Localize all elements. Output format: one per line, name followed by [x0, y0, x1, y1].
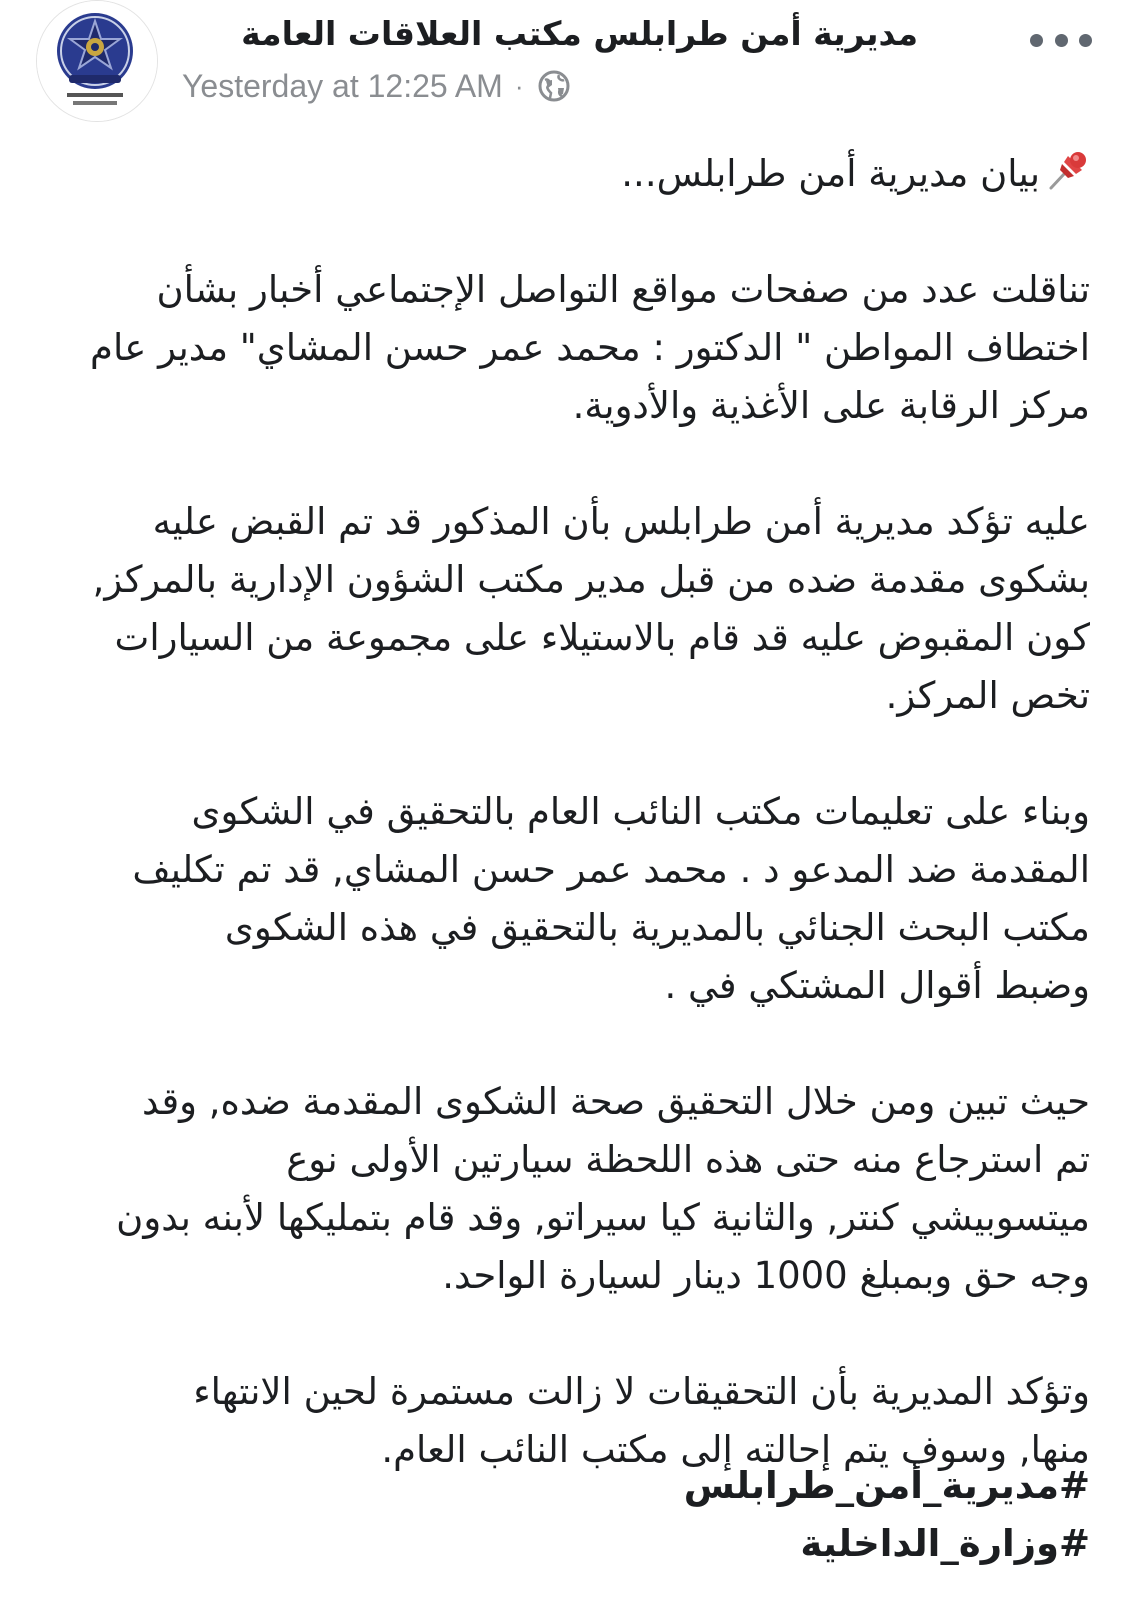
post-timestamp[interactable]: Yesterday at 12:25 AM	[182, 67, 503, 104]
hashtag-list	[30, 1457, 1090, 1573]
post-paragraph: تناقلت عدد من صفحات مواقع التواصل الإجتماعي أخبار بشأن اختطاف المواطن " الدكتور : محمد عمر حسن المشاي" مدير عام مركز الرقابة على الأغذية والأدوية.	[90, 268, 1090, 427]
more-dot	[1055, 34, 1068, 47]
globe-icon[interactable]	[537, 69, 571, 103]
meta-separator: ·	[514, 70, 524, 101]
post-text	[30, 145, 1090, 1537]
more-options-icon[interactable]	[1030, 20, 1092, 60]
post-paragraph: عليه تؤكد مديرية أمن طرابلس بأن المذكور قد تم القبض عليه بشكوى مقدمة ضده من قبل مدير مكتب الشؤون الإدارية بالمركز, كون المقبوض عليه قد قام بالاستيلاء على مجموعة من السيارات تخص المركز.	[92, 500, 1090, 717]
page-avatar[interactable]	[36, 0, 158, 122]
more-dot	[1079, 34, 1092, 47]
pushpin-icon	[1046, 148, 1090, 192]
post-title: بيان مديرية أمن طرابلس...	[621, 152, 1040, 195]
post-paragraph: وبناء على تعليمات مكتب النائب العام بالتحقيق في الشكوى المقدمة ضد المدعو د . محمد عمر حسن المشاي, قد تم تكليف مكتب البحث الجنائي بالمديرية بالتحقيق في هذه الشكوى وضبط أقوال المشتكي في .	[132, 790, 1090, 1007]
more-dot	[1030, 34, 1043, 47]
page-name[interactable]: مديرية أمن طرابلس مكتب العلاقات العامة	[241, 14, 918, 53]
post-meta	[182, 64, 571, 108]
post-paragraph: وتؤكد المديرية بأن التحقيقات لا زالت مستمرة لحين الانتهاء منها, وسوف يتم إحالته إلى مكتب النائب العام.	[193, 1370, 1090, 1471]
hashtag-link[interactable]: #مديرية_أمن_طرابلس	[683, 1464, 1090, 1507]
post-title-line	[30, 145, 1090, 203]
hashtag-link[interactable]: #وزارة_الداخلية	[800, 1522, 1090, 1565]
police-emblem-logo	[37, 1, 157, 121]
post-paragraph: حيث تبين ومن خلال التحقيق صحة الشكوى المقدمة ضده, وقد تم استرجاع منه حتى هذه اللحظة سيارتين الأولى نوع ميتسوبيشي كنتر, والثانية كيا سيراتو, وقد قام بتمليكها لأبنه بدون وجه حق وبمبلغ 1000 دينار لسيارة الواحد.	[116, 1080, 1090, 1297]
